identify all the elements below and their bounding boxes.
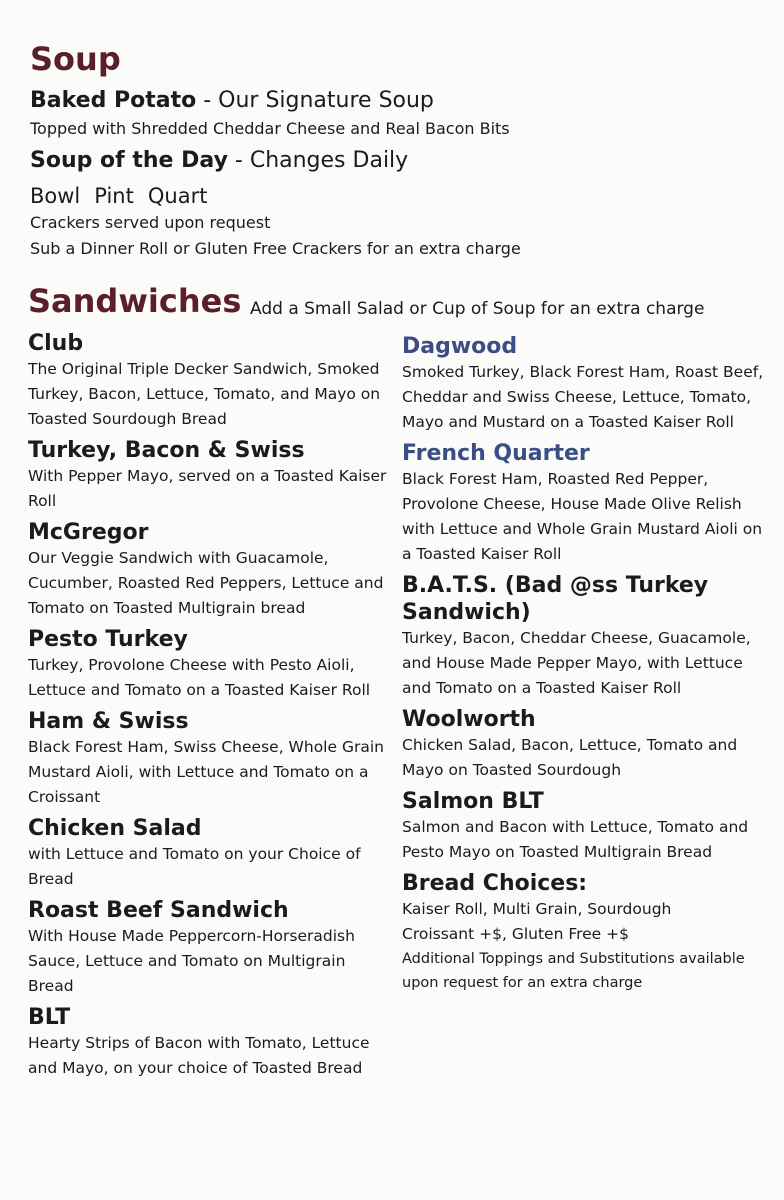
sandwiches-note: Add a Small Salad or Cup of Soup for an extra charge — [250, 299, 705, 319]
bread-line-1: Kaiser Roll, Multi Grain, Sourdough — [402, 900, 672, 918]
item-name: Club — [28, 331, 84, 356]
item-desc: Salmon and Bacon with Lettuce, Tomato and Pesto Mayo on Toasted Multigrain Bread — [402, 818, 749, 861]
item-desc: Chicken Salad, Bacon, Lettuce, Tomato and Mayo on Toasted Sourdough — [402, 736, 738, 779]
item-name: Ham & Swiss — [28, 709, 189, 734]
item-name: Pesto Turkey — [28, 627, 188, 652]
menu-item — [402, 572, 774, 701]
menu-item — [402, 706, 774, 783]
bread-choices-title: Bread Choices: — [402, 871, 588, 896]
sandwiches-heading: Sandwiches — [28, 282, 242, 320]
item-name: B.A.T.S. (Bad @ss Turkey Sandwich) — [402, 573, 709, 625]
bread-note: Additional Toppings and Substitutions available upon request for an extra charge — [402, 951, 745, 991]
item-desc: Black Forest Ham, Swiss Cheese, Whole Grain Mustard Aioli, with Lettuce and Tomato on a Croissant — [28, 738, 384, 806]
menu-item — [28, 626, 390, 703]
item-name: Chicken Salad — [28, 816, 202, 841]
item-desc: Smoked Turkey, Black Forest Ham, Roast Beef, Cheddar and Swiss Cheese, Lettuce, Tomato, Mayo and Mustard on a Toasted Kaiser Roll — [402, 363, 764, 431]
sandwich-column-right — [402, 333, 774, 1000]
item-name: Roast Beef Sandwich — [28, 898, 289, 923]
menu-item — [28, 708, 390, 810]
item-name: Woolworth — [402, 707, 536, 732]
menu-item — [28, 330, 390, 432]
soup-item-tag: - Our Signature Soup — [196, 88, 434, 113]
item-name: French Quarter — [402, 441, 590, 466]
item-desc: Our Veggie Sandwich with Guacamole, Cucumber, Roasted Red Peppers, Lettuce and Tomato on Toasted Multigrain bread — [28, 549, 384, 617]
menu-item — [402, 440, 774, 567]
bread-line-2: Croissant +$, Gluten Free +$ — [402, 925, 629, 943]
crackers-note: Crackers served upon request — [30, 213, 271, 232]
menu-item — [28, 815, 390, 892]
menu-item — [28, 519, 390, 621]
size-pint: Pint — [94, 184, 134, 208]
menu-item — [28, 1004, 390, 1081]
sandwich-column-left — [28, 330, 390, 1086]
soup-item-name: Baked Potato — [30, 88, 197, 113]
item-desc: Hearty Strips of Bacon with Tomato, Lettuce and Mayo, on your choice of Toasted Bread — [28, 1034, 370, 1077]
soup-sizes — [30, 183, 221, 209]
item-name: Salmon BLT — [402, 789, 544, 814]
menu-item — [402, 333, 774, 435]
baked-potato-title — [30, 87, 434, 115]
menu-item — [28, 897, 390, 999]
item-desc: with Lettuce and Tomato on your Choice of Bread — [28, 845, 361, 888]
soup-heading: Soup — [30, 40, 121, 78]
size-quart: Quart — [147, 184, 208, 208]
item-name: Turkey, Bacon & Swiss — [28, 438, 305, 463]
soup-item-name: Soup of the Day — [30, 148, 228, 173]
sub-roll-note: Sub a Dinner Roll or Gluten Free Crackers for an extra charge — [30, 239, 521, 258]
item-name: McGregor — [28, 520, 149, 545]
item-desc: Turkey, Bacon, Cheddar Cheese, Guacamole, and House Made Pepper Mayo, with Lettuce and Tomato on a Toasted Kaiser Roll — [402, 629, 751, 697]
item-desc: Black Forest Ham, Roasted Red Pepper, Provolone Cheese, House Made Olive Relish with Lettuce and Whole Grain Mustard Aioli on a Toasted Kaiser Roll — [402, 470, 763, 563]
soup-of-day-title — [30, 147, 408, 175]
size-bowl: Bowl — [30, 184, 81, 208]
menu-item — [402, 788, 774, 865]
menu-item — [28, 437, 390, 514]
item-name: BLT — [28, 1005, 71, 1030]
baked-potato-desc: Topped with Shredded Cheddar Cheese and Real Bacon Bits — [30, 119, 510, 138]
bread-choices — [402, 870, 774, 995]
item-desc: With House Made Peppercorn-Horseradish Sauce, Lettuce and Tomato on Multigrain Bread — [28, 927, 355, 995]
item-desc: With Pepper Mayo, served on a Toasted Kaiser Roll — [28, 467, 387, 510]
item-desc: Turkey, Provolone Cheese with Pesto Aioli, Lettuce and Tomato on a Toasted Kaiser Roll — [28, 656, 371, 699]
item-name: Dagwood — [402, 334, 518, 359]
item-desc: The Original Triple Decker Sandwich, Smoked Turkey, Bacon, Lettuce, Tomato, and Mayo on Toasted Sourdough Bread — [28, 360, 381, 428]
soup-item-tag: - Changes Daily — [227, 148, 409, 173]
